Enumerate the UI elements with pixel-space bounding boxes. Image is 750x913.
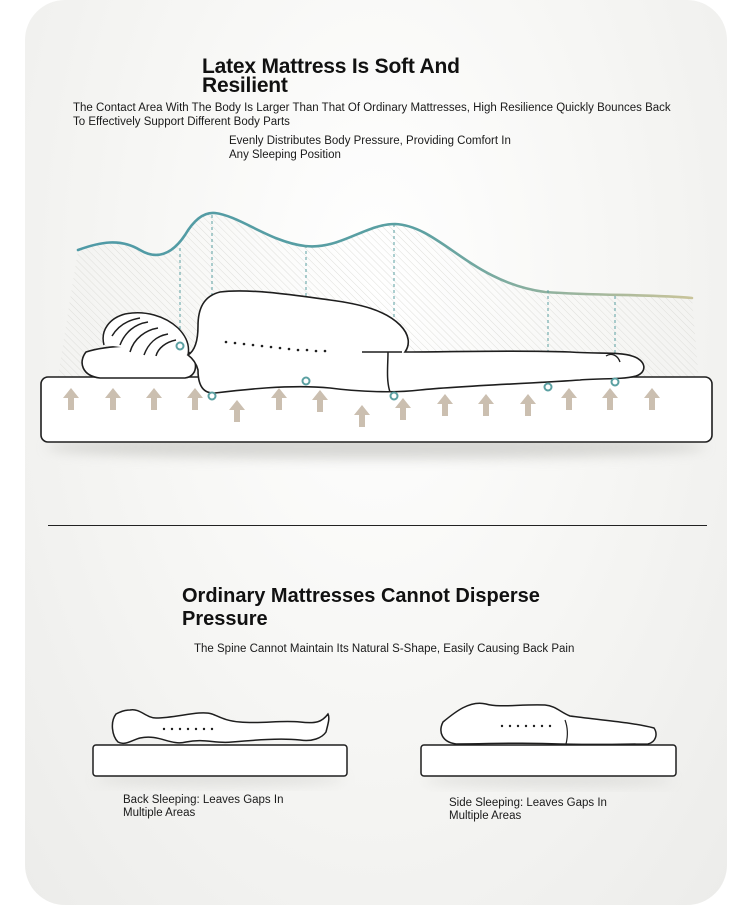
ordinary-mattress-back (93, 745, 347, 776)
ordinary-description: The Spine Cannot Maintain Its Natural S-Shape, Easily Causing Back Pain (194, 643, 575, 655)
ordinary-title: Ordinary Mattresses Cannot Disperse Pressure (182, 585, 540, 630)
back-sleeping-caption: Back Sleeping: Leaves Gaps In Multiple Areas (123, 794, 284, 819)
latex-note: Evenly Distributes Body Pressure, Providing Comfort In Any Sleeping Position (229, 135, 511, 161)
side-sleeping-caption: Side Sleeping: Leaves Gaps In Multiple Areas (449, 797, 607, 822)
latex-title: Latex Mattress Is Soft And Resilient (202, 55, 460, 97)
back-sleeper-body (112, 710, 328, 744)
ordinary-mattress-side (421, 745, 676, 776)
section-divider (48, 525, 707, 526)
latex-description: The Contact Area With The Body Is Larger Than That Of Ordinary Mattresses, High Resilience Quickly Bounces Back To Effectively Support Different Body Parts (73, 102, 671, 128)
side-sleeper-body (441, 703, 656, 744)
